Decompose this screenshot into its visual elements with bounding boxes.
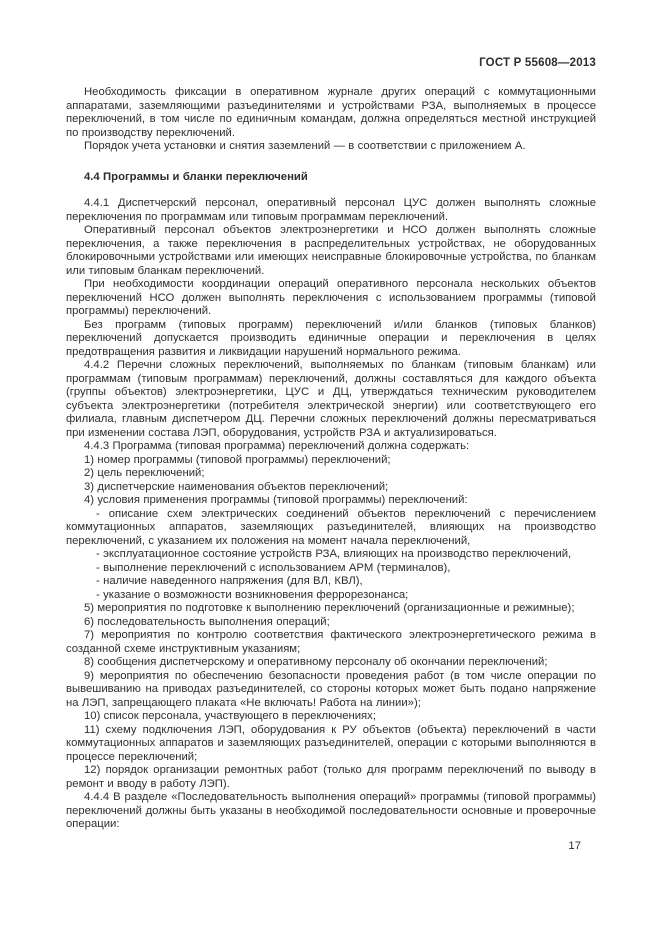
list-item: 5) мероприятия по подготовке к выполнению переключений (организационные и режимные);: [84, 602, 575, 614]
sub-list-item: - эксплуатационное состояние устройств РЗА, влияющих на производство переключений,: [96, 548, 572, 560]
list-item: 10) список персонала, участвующего в переключениях;: [84, 710, 376, 722]
list-item: 1) номер программы (типовой программы) переключений;: [84, 453, 391, 466]
sub-list-item: - выполнение переключений с использованием АРМ (терминалов),: [96, 561, 451, 574]
paragraph: Порядок учета установки и снятия заземлений — в соответствии с приложением А.: [84, 140, 526, 152]
sub-list-item: - описание схем электрических соединений объектов переключений с перечислением коммутационных аппаратов, заземляющих разъединителей, влияющих на производство переключений, с указанием их положения на момент начала переключений,: [66, 507, 596, 547]
page-number: 17: [568, 839, 581, 852]
list-item: 11) схему подключения ЛЭП, оборудования к РУ объектов (объекта) переключений в части коммутационных аппаратов и заземляющих разъединителей, операции с которыми выполняются в процессе переключений;: [66, 723, 596, 763]
list-item: 12) порядок организации ремонтных работ (только для программ переключений по выводу в ремонт и вводу в работу ЛЭП).: [66, 764, 596, 790]
list-item: 8) сообщения диспетчерскому и оперативному персоналу об окончании переключений;: [84, 656, 548, 668]
paragraph: При необходимости координации операций оперативного персонала нескольких объектов переключений НСО должен выполнять переключения с использованием программы (типовой программы) переключений.: [66, 278, 596, 317]
paragraph: Оперативный персонал объектов электроэнергетики и НСО должен выполнять сложные переключения, а также переключения в распределительных устройствах, не оборудованных блокировочными устройствами или имеющих неисправные блокировочные устройства, по бланкам или типовым бланкам переключений.: [66, 224, 596, 277]
sub-list-item: - указание о возможности возникновения феррорезонанса;: [96, 588, 409, 601]
list-item: 2) цель переключений;: [84, 467, 205, 479]
paragraph: 4.4.4 В разделе «Последовательность выполнения операций» программы (типовой программы) переключений должны быть указаны в необходимой последовательности основные и проверочные операции:: [66, 791, 596, 830]
list-item: 4) условия применения программы (типовой программы) переключений:: [84, 494, 468, 506]
paragraph: Необходимость фиксации в оперативном журнале других операций с коммутационными аппаратами, заземляющими разъединителями и устройствами РЗА, выполняемых в процессе переключений, в том числе по единичным командам, должна определяться местной инструкцией по производству переключений.: [66, 86, 596, 139]
paragraph: Без программ (типовых программ) переключений и/или бланков (типовых бланков) переключений допускается производить единичные операции и переключения в целях предотвращения развития и ликвидации нарушений нормального режима.: [66, 318, 596, 358]
list-item: 9) мероприятия по обеспечению безопасности проведения работ (в том числе операции по вывешиванию на приводах разъединителей, со стороны которых может быть подано напряжение на ЛЭП, запрещающего плаката «Не включать! Работа на линии»);: [66, 669, 596, 709]
sub-list-item: - наличие наведенного напряжения (для ВЛ, КВЛ),: [96, 575, 363, 587]
list-item: 6) последовательность выполнения операций;: [84, 615, 330, 628]
list-item: 7) мероприятия по контролю соответствия фактического электроэнергетического режима в созданной схеме инструктивным указаниям;: [66, 629, 596, 655]
section-heading: 4.4 Программы и бланки переключений: [84, 170, 308, 183]
document-body: [66, 86, 596, 832]
paragraph: 4.4.2 Перечни сложных переключений, выполняемых по бланкам (типовым бланкам) или программам (типовым программам) переключений, должны составляться для каждого объекта (группы объектов) электроэнергетики, ЦУС и ДЦ, утверждаться техническим руководителем субъекта электроэнергетики (потребителя электрической энергии) или соответствующего его филиала, главным диспетчером ДЦ. Перечни сложных переключений должны пересматриваться при изменении состава ЛЭП, оборудования, устройств РЗА и актуализироваться.: [66, 359, 596, 439]
paragraph: 4.4.1 Диспетчерский персонал, оперативный персонал ЦУС должен выполнять сложные переключения по программам или типовым программам переключений.: [66, 197, 596, 223]
list-item: 3) диспетчерские наименования объектов переключений;: [84, 480, 389, 493]
standard-code-header: ГОСТ Р 55608—2013: [479, 57, 596, 69]
paragraph: 4.4.3 Программа (типовая программа) переключений должна содержать:: [84, 440, 470, 452]
